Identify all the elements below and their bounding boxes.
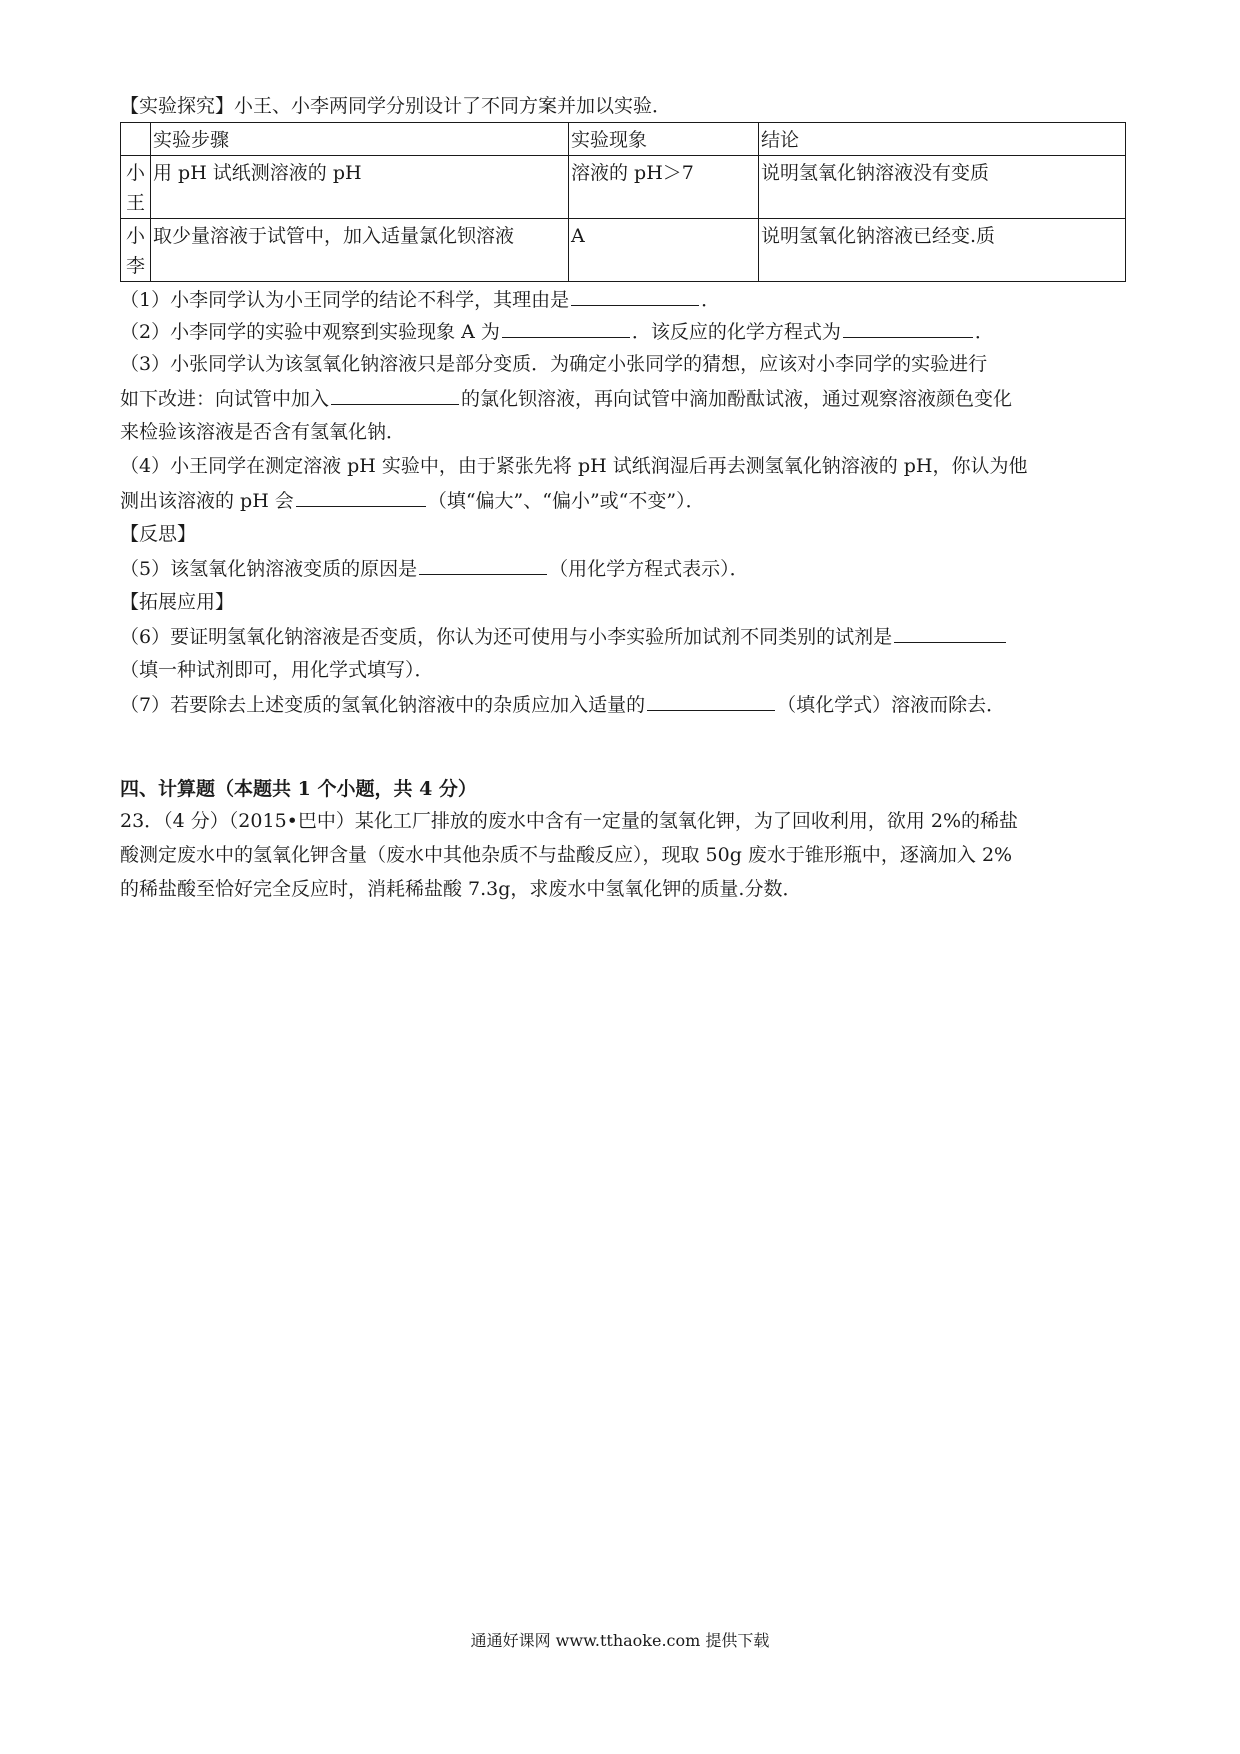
question-3-line3: 来检验该溶液是否含有氢氧化钠． — [120, 421, 406, 443]
question-text: 如下改进：向试管中加入 — [120, 388, 330, 410]
table-cell-step: 取少量溶液于试管中，加入适量氯化钡溶液 — [151, 219, 569, 282]
experiment-table — [120, 122, 1126, 282]
table-cell-phenomenon: 溶液的 pH＞7 — [569, 156, 759, 219]
table-header-cell: 实验现象 — [569, 123, 759, 156]
question-1 — [120, 285, 720, 314]
table-header-cell: 实验步骤 — [151, 123, 569, 156]
question-4-line1: （4）小王同学在测定溶液 pH 实验中，由于紧张先将 pH 试纸润湿后再去测氢氧化钠溶液的 pH，你认为他 — [120, 455, 1028, 477]
question-6-line2: （填一种试剂即可，用化学式填写）． — [120, 659, 434, 681]
table-row — [121, 156, 1126, 219]
question-text: （5）该氢氧化钠溶液变质的原因是 — [120, 558, 418, 580]
table-cell-who: 小李 — [121, 219, 151, 282]
answer-blank[interactable] — [502, 317, 630, 338]
question-6-line1 — [120, 622, 1008, 651]
table-cell-conclusion: 说明氢氧化钠溶液没有变质 — [759, 156, 1126, 219]
table-cell-phenomenon: A — [569, 219, 759, 282]
table-header-cell: 结论 — [759, 123, 1126, 156]
extend-heading: 【拓展应用】 — [120, 591, 235, 613]
answer-blank[interactable] — [419, 554, 547, 575]
question-text: （6）要证明氢氧化钠溶液是否变质，你认为还可使用与小李实验所加试剂不同类别的试剂是 — [120, 626, 893, 648]
question-3-line1: （3）小张同学认为该氢氧化钠溶液只是部分变质．为确定小张同学的猜想，应该对小李同学的实验进行 — [120, 353, 988, 375]
answer-blank[interactable] — [571, 285, 699, 306]
reflect-heading: 【反思】 — [120, 523, 197, 545]
question-text: ． — [974, 321, 994, 343]
question-5 — [120, 554, 749, 583]
question-text: （7）若要除去上述变质的氢氧化钠溶液中的杂质应加入适量的 — [120, 694, 646, 716]
question-text: ．该反应的化学方程式为 — [631, 321, 841, 343]
answer-blank[interactable] — [647, 690, 775, 711]
question-text: （填化学式）溶液而除去． — [777, 694, 1006, 716]
table-header-cell — [121, 123, 151, 156]
problem-23-line2: 酸测定废水中的氢氧化钾含量（废水中其他杂质不与盐酸反应），现取 50g 废水于锥形瓶中，逐滴加入 2% — [120, 844, 1013, 866]
table-header-row — [121, 123, 1126, 156]
question-4-line2 — [120, 486, 705, 515]
question-text: （2）小李同学的实验中观察到实验现象 A 为 — [120, 321, 500, 343]
table-cell-step: 用 pH 试纸测溶液的 pH — [151, 156, 569, 219]
question-text: 的氯化钡溶液，再向试管中滴加酚酞试液，通过观察溶液颜色变化 — [461, 388, 1013, 410]
question-3-line2 — [120, 384, 1012, 413]
table-row — [121, 219, 1126, 282]
answer-blank[interactable] — [843, 317, 973, 338]
problem-23-line3: 的稀盐酸至恰好完全反应时，消耗稀盐酸 7.3g，求废水中氢氧化钾的质量.分数． — [120, 878, 802, 900]
question-text: 测出该溶液的 pH 会 — [120, 490, 294, 512]
section-4-title: 四、计算题（本题共 1 个小题，共 4 分） — [120, 778, 477, 800]
problem-23-line1: 23．（4 分）（2015•巴中）某化工厂排放的废水中含有一定量的氢氧化钾，为了回收利用，欲用 2%的稀盐 — [120, 810, 1019, 832]
intro-text: 【实验探究】小王、小李两同学分别设计了不同方案并加以实验． — [120, 95, 672, 117]
table-cell-who: 小王 — [121, 156, 151, 219]
answer-blank[interactable] — [296, 486, 426, 507]
table-cell-conclusion: 说明氢氧化钠溶液已经变.质 — [759, 219, 1126, 282]
question-text: ． — [701, 289, 721, 311]
question-text: （用化学方程式表示）． — [549, 558, 749, 580]
question-7 — [120, 690, 1005, 719]
question-text: （1）小李同学认为小王同学的结论不科学，其理由是 — [120, 289, 570, 311]
answer-blank[interactable] — [331, 384, 459, 405]
footer-text: 通通好课网 www.tthaoke.com 提供下载 — [470, 1631, 770, 1650]
question-text: （填“偏大”、“偏小”或“不变”）． — [427, 490, 705, 512]
question-2 — [120, 317, 994, 346]
answer-blank[interactable] — [894, 622, 1006, 643]
